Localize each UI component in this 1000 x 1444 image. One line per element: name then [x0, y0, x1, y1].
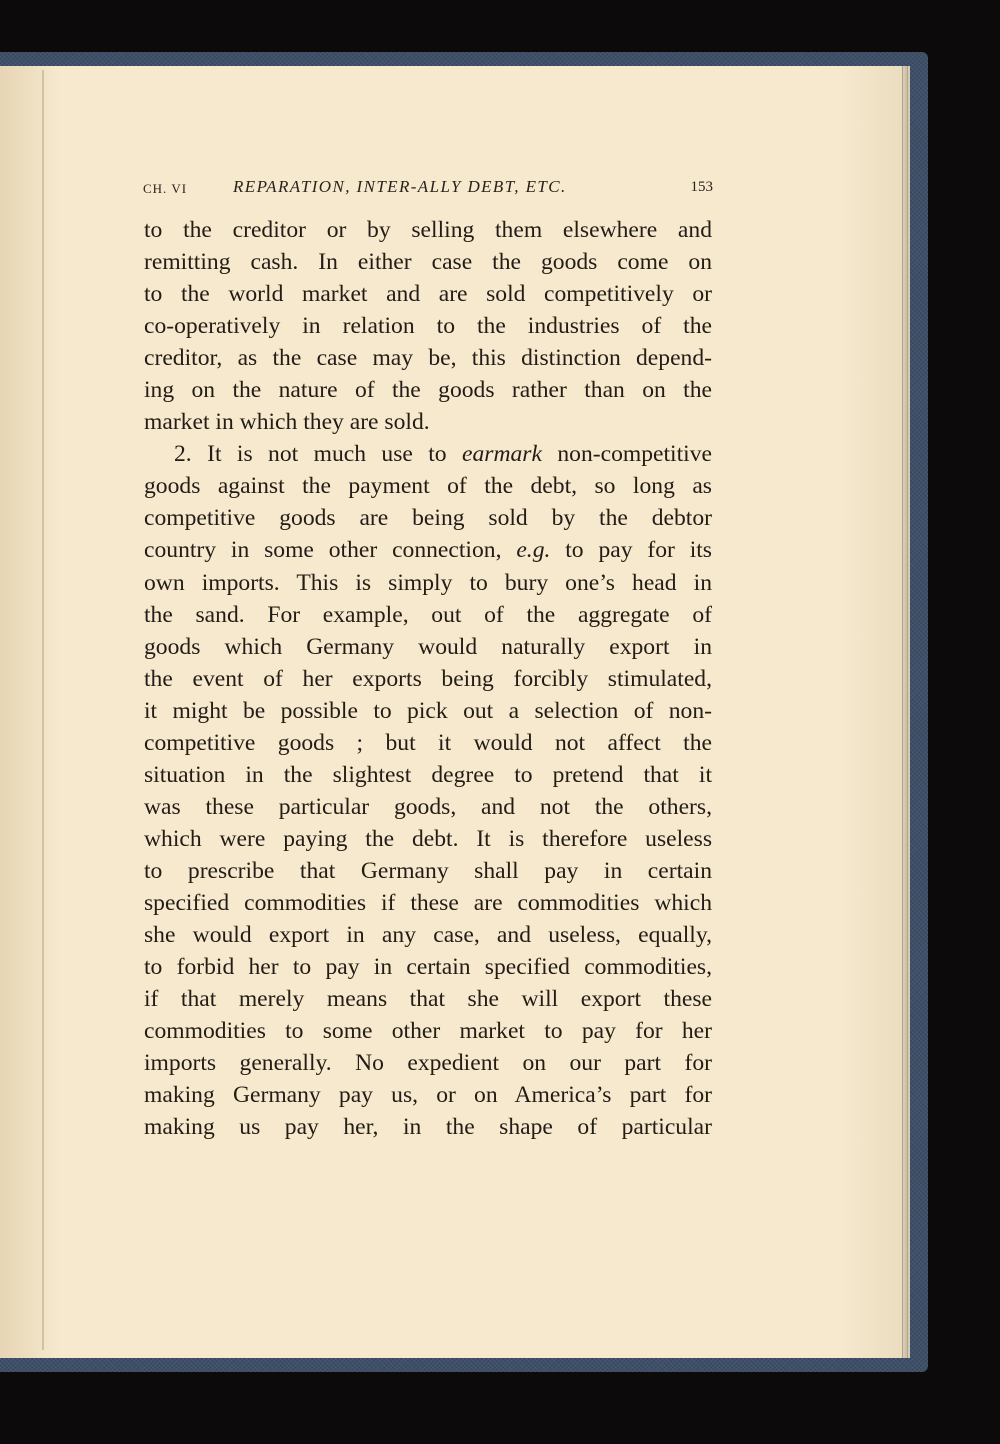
text-line: market in which they are sold. [144, 409, 430, 436]
text-line: if that merely means that she will export these [144, 986, 712, 1013]
running-head-chapter: CH. VI [143, 181, 188, 196]
text-line: remitting cash. In either case the goods come on [144, 249, 712, 276]
text-line: goods against the payment of the debt, so long as [144, 473, 712, 500]
gutter-shadow [42, 70, 44, 1350]
text-line: making Germany pay us, or on America’s part for [144, 1082, 712, 1109]
text-line: to the creditor or by selling them elsewhere and [144, 217, 712, 243]
text-line: co-operatively in relation to the industries of the [144, 313, 712, 340]
text-line: the sand. For example, out of the aggregate of [144, 601, 712, 628]
text-line: imports generally. No expedient on our part for [144, 1050, 712, 1077]
page-number: 153 [690, 179, 713, 195]
body-text [144, 214, 712, 1143]
italic-term: earmark [462, 441, 542, 468]
text-line: making us pay her, in the shape of particular [144, 1114, 712, 1141]
text-line: creditor, as the case may be, this distinction depend- [144, 345, 712, 372]
text-line: own imports. This is simply to bury one’s head in [144, 569, 712, 596]
text-line: competitive goods are being sold by the debtor [144, 505, 712, 532]
text-line: specified commodities if these are commodities which [144, 889, 712, 916]
text-line: 2. It is not much use to earmark non-competitive [174, 441, 712, 468]
text-line: to prescribe that Germany shall pay in certain [144, 857, 712, 884]
text-line: she would export in any case, and useless, equally, [144, 922, 712, 949]
text-line: commodities to some other market to pay for her [144, 1018, 712, 1045]
running-head-title: REPARATION, INTER-ALLY DEBT, ETC. [233, 177, 567, 196]
text-line: country in some other connection, e.g. to pay for its [144, 537, 712, 564]
text-line: ing on the nature of the goods rather than on the [144, 377, 712, 404]
running-head [143, 177, 713, 201]
text-line: situation in the slightest degree to pretend that it [144, 761, 712, 788]
text-line: the event of her exports being forcibly stimulated, [144, 665, 712, 692]
text-line: which were paying the debt. It is therefore useless [144, 825, 712, 852]
text-line: competitive goods ; but it would not affect the [144, 729, 712, 756]
text-line: it might be possible to pick out a selection of non- [144, 697, 712, 724]
text-line: to forbid her to pay in certain specified commodities, [144, 954, 712, 981]
text-line: to the world market and are sold competitively or [144, 281, 712, 308]
text-line: goods which Germany would naturally export in [144, 633, 712, 660]
italic-term: e.g. [516, 537, 551, 564]
text-line: was these particular goods, and not the others, [144, 793, 712, 820]
